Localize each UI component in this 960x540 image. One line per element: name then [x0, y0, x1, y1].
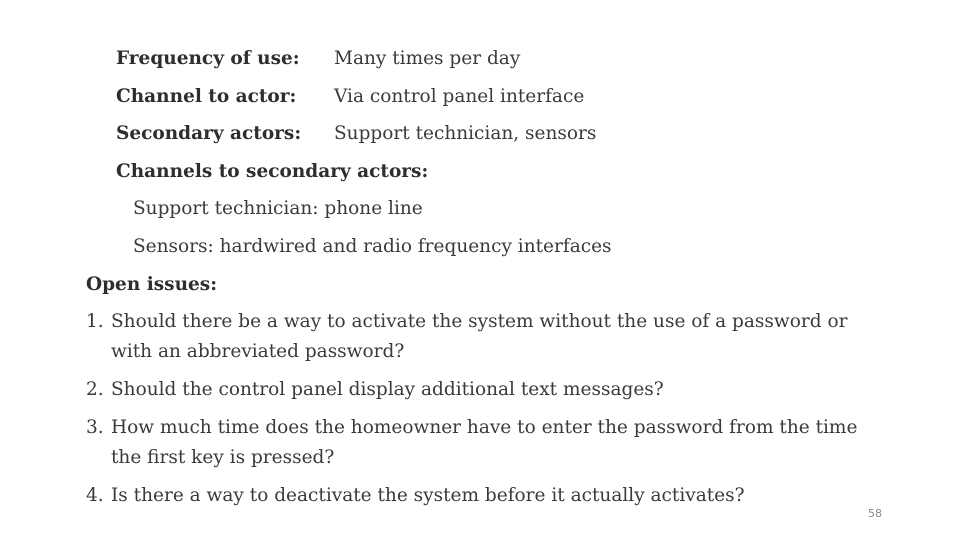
- open-issues-heading: Open issues:: [86, 274, 218, 295]
- channel-item-sensors: Sensors: hardwired and radio frequency interfaces: [133, 236, 612, 257]
- channels-heading: Channels to secondary actors:: [116, 161, 429, 182]
- issue-number: 1.: [86, 311, 104, 332]
- channel-item-support-technician: Support technician: phone line: [133, 198, 423, 219]
- field-label-frequency: Frequency of use:: [116, 48, 300, 69]
- field-label-channel: Channel to actor:: [116, 86, 297, 107]
- issue-number: 4.: [86, 485, 104, 506]
- issue-number: 3.: [86, 417, 104, 438]
- issue-text: Should there be a way to activate the system without the use of a password or with an abbreviated password?: [111, 311, 848, 362]
- issue-text: How much time does the homeowner have to enter the password from the time the first key is pressed?: [111, 417, 858, 468]
- field-label-secondary-actors: Secondary actors:: [116, 123, 302, 144]
- field-value-channel: Via control panel interface: [334, 86, 585, 107]
- field-value-secondary-actors: Support technician, sensors: [334, 123, 597, 144]
- issue-text: Is there a way to deactivate the system before it actually activates?: [111, 485, 745, 506]
- page-number: 58: [868, 507, 882, 520]
- issue-text: Should the control panel display additional text messages?: [111, 379, 664, 400]
- field-value-frequency: Many times per day: [334, 48, 521, 69]
- issue-number: 2.: [86, 379, 104, 400]
